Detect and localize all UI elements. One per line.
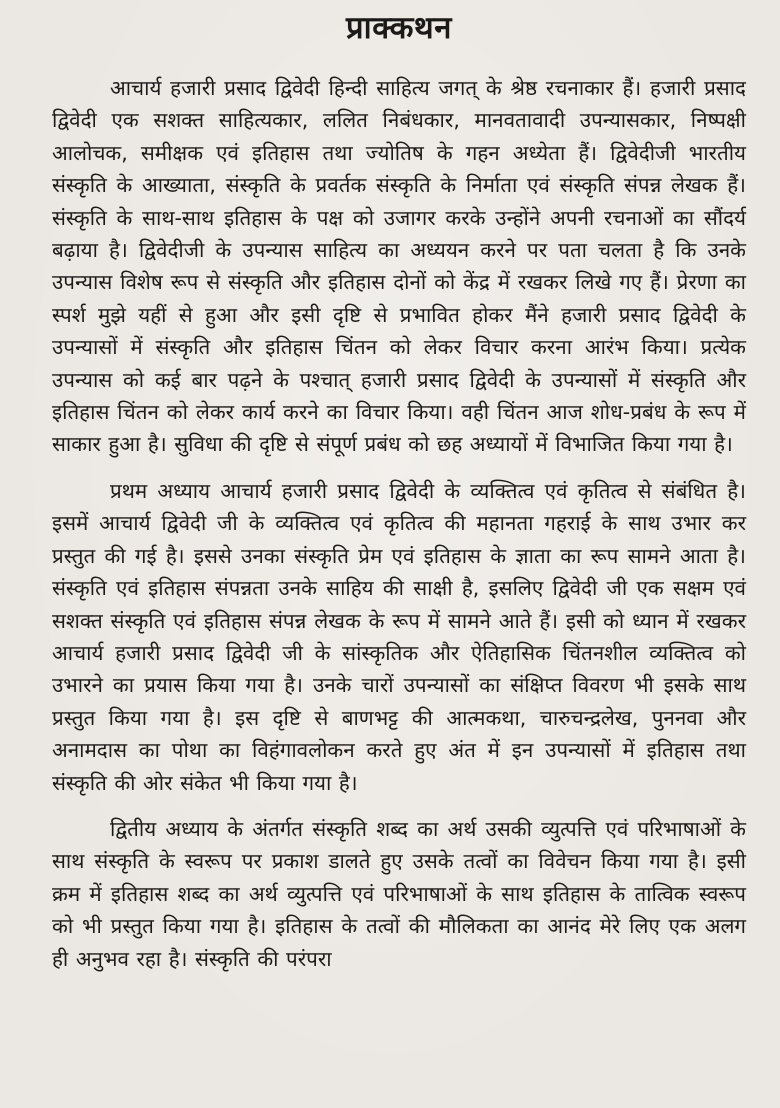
paragraph-intro: आचार्य हजारी प्रसाद द्विवेदी हिन्दी साहित्य जगत् के श्रेष्ठ रचनाकार हैं। हजारी प्रसाद द्विवेदी एक सशक्त साहित्यकार, ललित निबंधकार, मानवतावादी उपन्यासकार, निष्पक्षी आलोचक, समीक्षक एवं इतिहास तथा ज्योतिष के गहन अध्येता हैं। द्विवेदीजी भारतीय संस्कृति के आख्याता, संस्कृति के प्रवर्तक संस्कृति के निर्माता एवं संस्कृति संपन्न लेखक हैं। संस्कृति के साथ-साथ इतिहास के पक्ष को उजागर करके उन्होंने अपनी रचनाओं का सौंदर्य बढ़ाया है। द्विवेदीजी के उपन्यास साहित्य का अध्ययन करने पर पता चलता है कि उनके उपन्यास विशेष रूप से संस्कृति और इतिहास दोनों को केंद्र में रखकर लिखे गए हैं। प्रेरणा का स्पर्श मुझे यहीं से हुआ और इसी दृष्टि से प्रभावित होकर मैंने हजारी प्रसाद द्विवेदी के उपन्यासों में संस्कृति और इतिहास चिंतन को लेकर विचार करना आरंभ किया। प्रत्येक उपन्यास को कई बार पढ़ने के पश्चात् हजारी प्रसाद द्विवेदी के उपन्यासों में संस्कृति और इतिहास चिंतन को लेकर कार्य करने का विचार किया। वही चिंतन आज शोध-प्रबंध के रूप में साकार हुआ है। सुविधा की दृष्टि से संपूर्ण प्रबंध को छह अध्यायों में विभाजित किया गया है। bbox=[52, 76, 746, 457]
page-title: प्राक्कथन bbox=[346, 10, 452, 46]
paragraph-chapter-two: द्वितीय अध्याय के अंतर्गत संस्कृति शब्द का अर्थ उसकी व्युत्पत्ति एवं परिभाषाओं के साथ संस्कृति के स्वरूप पर प्रकाश डालते हुए उसके तत्वों का विवेचन किया गया है। इसी क्रम में इतिहास शब्द का अर्थ व्युत्पत्ति एवं परिभाषाओं के साथ इतिहास के तात्विक स्वरूप को भी प्रस्तुत किया गया है। इतिहास के तत्वों की मौलिकता का आनंद मेरे लिए एक अलग ही अनुभव रहा है। संस्कृति की परंपरा bbox=[52, 816, 746, 971]
paragraph-chapter-one: प्रथम अध्याय आचार्य हजारी प्रसाद द्विवेदी के व्यक्तित्व एवं कृतित्व से संबंधित है। इसमें आचार्य द्विवेदी जी के व्यक्तित्व एवं कृतित्व की महानता गहराई के साथ उभार कर प्रस्तुत की गई है। इससे उनका संस्कृति प्रेम एवं इतिहास के ज्ञाता का रूप सामने आता है। संस्कृति एवं इतिहास संपन्नता उनके साहिय की साक्षी है, इसलिए द्विवेदी जी एक सक्षम एवं सशक्त संस्कृति एवं इतिहास संपन्न लेखक के रूप में सामने आते हैं। इसी को ध्यान में रखकर आचार्य हजारी प्रसाद द्विवेदी जी के सांस्कृतिक और ऐतिहासिक चिंतनशील व्यक्तित्व को उभारने का प्रयास किया गया है। उनके चारों उपन्यासों का संक्षिप्त विवरण भी इसके साथ प्रस्तुत किया गया है। इस दृष्टि से बाणभट्ट की आत्मकथा, चारुचन्द्रलेख, पुननवा और अनामदास का पोथा का विहंगावलोकन करते हुए अंत में इन उपन्यासों में इतिहास तथा संस्कृति की ओर संकेत भी किया गया है। bbox=[52, 478, 746, 795]
